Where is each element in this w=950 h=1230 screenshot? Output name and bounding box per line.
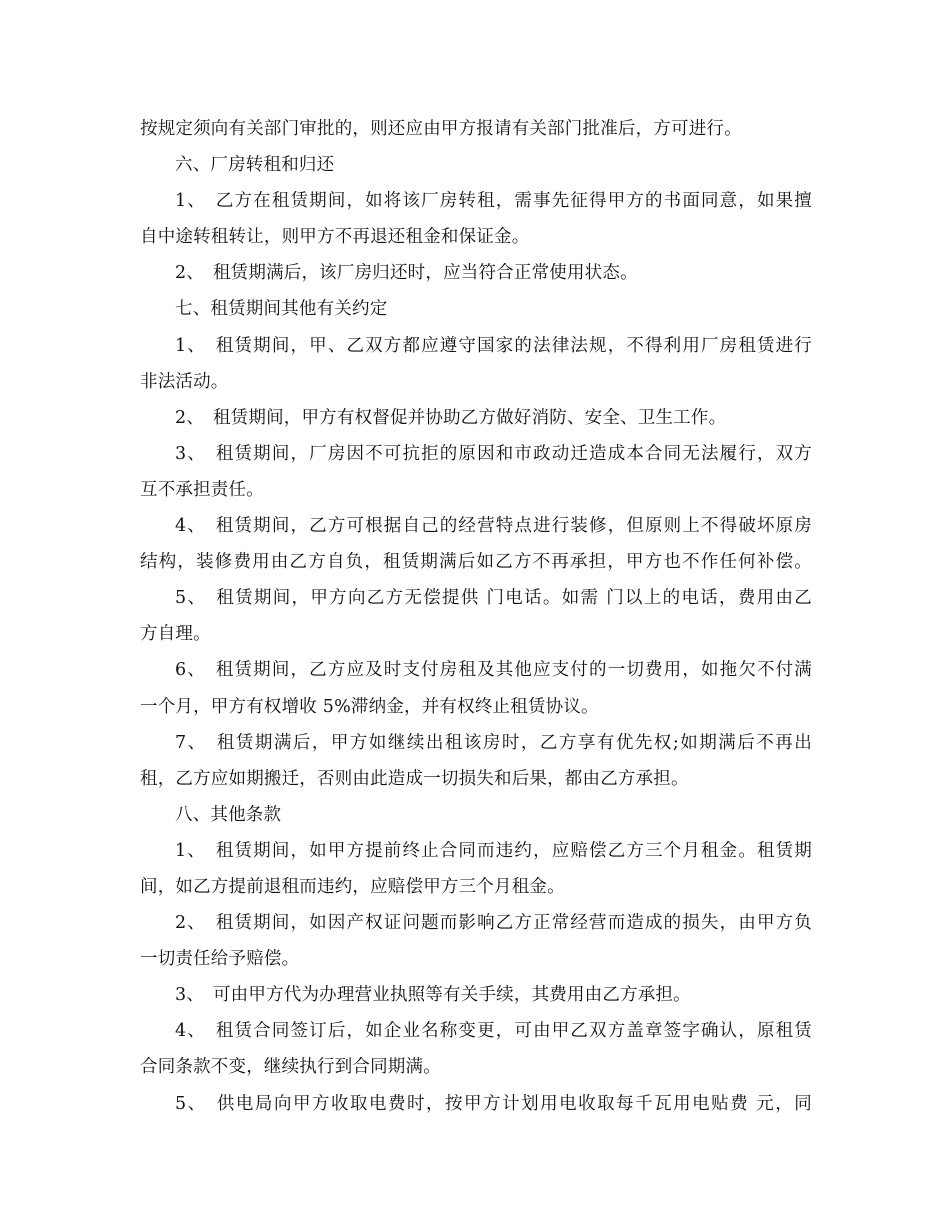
text-line: 方自理。: [140, 624, 211, 645]
text-line: 3、 可由甲方代为办理营业执照等有关手续，其费用由乙方承担。: [175, 985, 691, 1006]
text-line: 一个月，甲方有权增收 5%滞纳金，并有权终止租赁协议。: [140, 696, 599, 717]
text-line: 自中途转租转让，则甲方不再退还租金和保证金。: [140, 227, 530, 248]
text-line: 5、 供电局向甲方收取电费时，按甲方计划用电收取每千瓦用电贴费 元，同: [175, 1093, 812, 1114]
text-line: 1、 租赁期间，甲、乙双方都应遵守国家的法律法规，不得利用厂房租赁进行: [175, 335, 812, 356]
text-line: 1、 租赁期间，如甲方提前终止合同而违约，应赔偿乙方三个月租金。租赁期: [175, 840, 812, 861]
text-line: 5、 租赁期间，甲方向乙方无偿提供 门电话。如需 门以上的电话，费用由乙: [175, 588, 812, 609]
text-line: 结构，装修费用由乙方自负，租赁期满后如乙方不再承担，甲方也不作任何补偿。: [140, 552, 812, 573]
text-line: 3、 租赁期间，厂房因不可抗拒的原因和市政动迁造成本合同无法履行，双方: [175, 443, 812, 464]
text-line: 7、 租赁期满后，甲方如继续出租该房时，乙方享有优先权;如期满后不再出: [175, 732, 812, 753]
text-line: 按规定须向有关部门审批的，则还应由甲方报请有关部门批准后，方可进行。: [140, 119, 742, 139]
text-line: 互不承担责任。: [140, 479, 264, 500]
text-line: 合同条款不变，继续执行到合同期满。: [140, 1057, 441, 1078]
text-line: 租，乙方应如期搬迁，否则由此造成一切损失和后果，都由乙方承担。: [140, 768, 689, 789]
text-line: 六、厂房转租和归还: [175, 155, 335, 176]
text-line: 6、 租赁期间，乙方应及时支付房租及其他应支付的一切费用，如拖欠不付满: [175, 660, 812, 681]
document-page: [140, 111, 812, 1122]
text-line: 1、 乙方在租赁期间，如将该厂房转租，需事先征得甲方的书面同意，如果擅: [175, 191, 812, 212]
text-line: 非法活动。: [140, 371, 229, 392]
text-line: 2、 租赁期间，甲方有权督促并协助乙方做好消防、安全、卫生工作。: [175, 407, 727, 428]
text-line: 2、 租赁期满后，该厂房归还时，应当符合正常使用状态。: [175, 263, 638, 284]
text-line: 八、其他条款: [175, 804, 282, 825]
text-line: 一切责任给予赔偿。: [140, 949, 300, 970]
text-line: 4、 租赁期间，乙方可根据自己的经营特点进行装修，但原则上不得破坏原房: [175, 516, 812, 537]
text-line: 2、 租赁期间，如因产权证问题而影响乙方正常经营而造成的损失，由甲方负: [175, 913, 812, 934]
text-line: 七、租赁期间其他有关约定: [175, 299, 388, 320]
text-line: 间，如乙方提前退租而违约，应赔偿甲方三个月租金。: [140, 876, 565, 897]
text-line: 4、 租赁合同签订后，如企业名称变更，可由甲乙双方盖章签字确认，原租赁: [175, 1021, 812, 1042]
